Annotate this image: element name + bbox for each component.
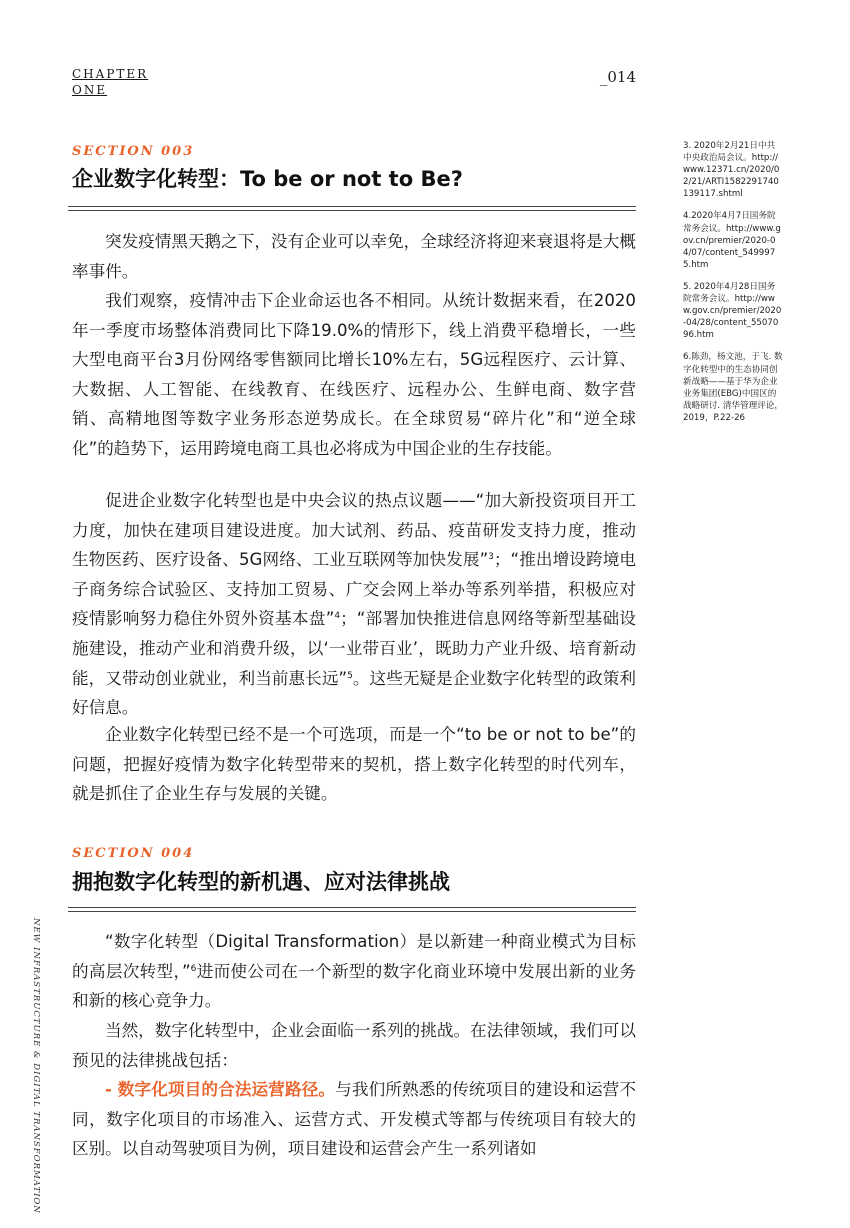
chapter-label [72, 66, 148, 98]
section-003-paragraph-2: 我们观察，疫情冲击下企业命运也各不相同。从统计数据来看，在2020年一季度市场整体消费同比下降19.0%的情形下，线上消费平稳增长，一些大型电商平台3月份网络零售额同比增长10%左右，5G远程医疗、云计算、大数据、人工智能、在线教育、在线医疗、远程办公、生鲜电商、数字营销、高精地图等数字业务形态逆势成长。在全球贸易“碎片化”和“逆全球化”的趋势下，运用跨境电商工具也必将成为中国企业的生存技能。 [72, 291, 636, 458]
section-003-title: 企业数字化转型：To be or not to Be? [72, 167, 463, 191]
section-003-paragraph-4: 企业数字化转型已经不是一个可选项，而是一个“to be or not to be”的问题，把握好疫情为数字化转型带来的契机，搭上数字化转型的时代列车，就是抓住了企业生存与发展的关键。 [72, 725, 636, 804]
chapter-line-2: ONE [72, 83, 108, 97]
section-004-title: 拥抱数字化转型的新机遇、应对法律挑战 [72, 870, 450, 894]
footnote-ref-4: 4 [334, 611, 341, 622]
section-003-label: SECTION 003 [72, 144, 195, 159]
section-004-paragraph-3: - 数字化项目的合法运营路径。与我们所熟悉的传统项目的建设和运营不同，数字化项目的市场准入、运营方式、开发模式等都与传统项目有较大的区别。以自动驾驶项目为例，项目建设和运营会产生一系列诸如 [72, 1080, 636, 1159]
section-003-divider [68, 206, 636, 211]
section-004-label: SECTION 004 [72, 846, 195, 861]
sidenote-4: 4.2020年4月7日国务院常务会议。http://www.gov.cn/premier/2020-04/07/content_5499975.htm [683, 211, 781, 270]
side-running-title: NEW INFRASTRUCTURE & DIGITAL TRANSFORMATION [31, 918, 41, 1214]
sidenote-5: 5. 2020年4月28日国务院常务会议。http://www.gov.cn/premier/2020-04/28/content_5507096.htm [683, 281, 782, 341]
section-004-divider [68, 907, 636, 912]
section-003-paragraph-1: 突发疫情黑天鹅之下，没有企业可以幸免，全球经济将迎来衰退将是大概率事件。 [72, 232, 636, 281]
section-004-paragraph-2: 当然，数字化转型中，企业会面临一系列的挑战。在法律领域，我们可以预见的法律挑战包括： [72, 1021, 636, 1070]
sidenotes [683, 140, 783, 434]
page-number: _014 [599, 68, 636, 86]
footnote-ref-6: 6 [190, 963, 197, 974]
sidenote-3: 3. 2020年2月21日中共中央政治局会议。http://www.12371.cn/2020/02/21/ARTI1582291740139117.shtml [683, 141, 780, 200]
footnote-ref-3: 3 [488, 552, 494, 563]
sidenote-6: 6.陈劲，杨文池，于飞. 数字化转型中的生态协同创新战略——基于华为企业业务集团(EBG)中国区的战略研讨. 清华管理评论，2019，P.22-26 [683, 352, 783, 423]
section-004-paragraph-1: “数字化转型（Digital Transformation）是以新建一种商业模式为目标的高层次转型，”$^6$进而使公司在一个新型的数字化商业环境中发展出新的业务和新的核心竞争力。 [72, 932, 637, 1011]
section-003-paragraph-3: 促进企业数字化转型也是中央会议的热点议题——“加大新投资项目开工力度，加快在建项目建设进度。加大试剂、药品、疫苗研发支持力度，推动生物医药、医疗设备、5G网络、工业互联网等加快发展”$^3$；“推出增设跨境电子商务综合试验区、支持加工贸易、广交会网上举办等系列举措，积极应对疫情影响努力稳住外贸外资基本盘”$^4$；“部署加快推进信息网络等新型基础设施建设，推动产业和消费升级，以‘一业带百业’，既助力产业升级、培育新动能，又带动创业就业，利当前惠长远”$^5$。这些无疑是企业数字化转型的政策利好信息。 [72, 491, 636, 718]
highlight-heading: - 数字化项目的合法运营路径。 [105, 1080, 336, 1099]
footnote-ref-5: 5 [347, 670, 353, 681]
chapter-line-1: CHAPTER [72, 67, 149, 81]
